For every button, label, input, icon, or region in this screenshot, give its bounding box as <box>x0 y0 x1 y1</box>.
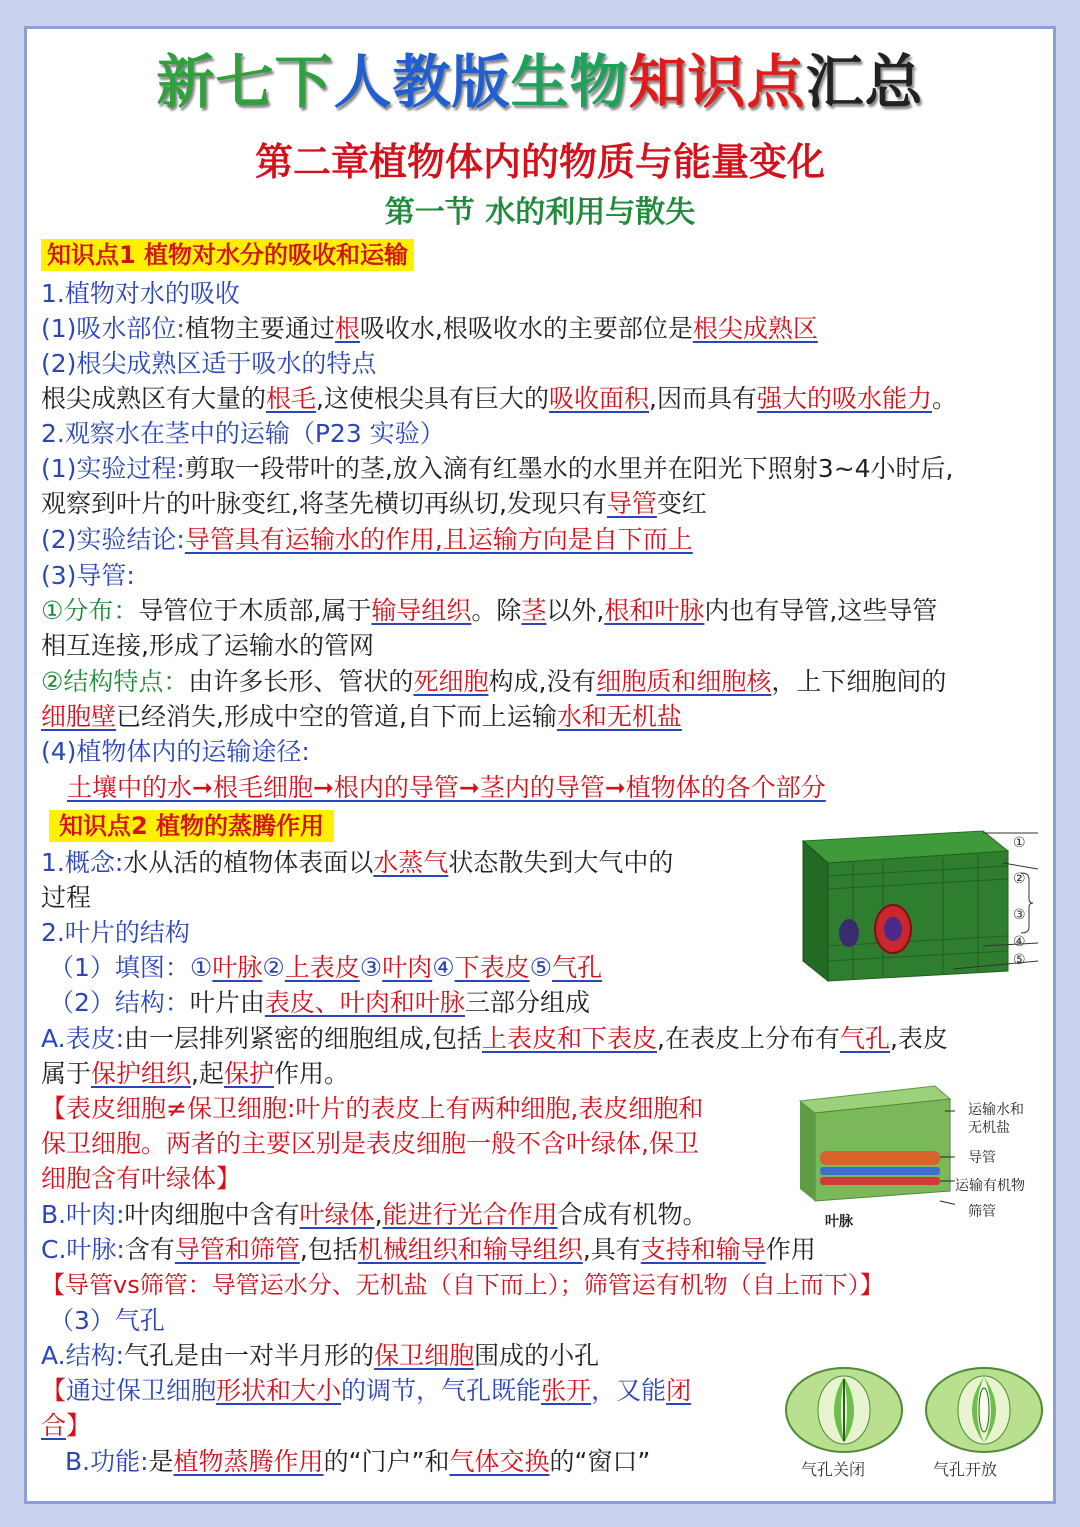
kp1-l10: ②结构特点：由许多长形、管状的死细胞构成,没有细胞质和细胞核，上下细胞间的 <box>41 667 947 696</box>
kp1-l4: (1)实验过程:剪取一段带叶的茎,放入滴有红墨水的水里并在阳光下照射3~4小时后, <box>41 454 954 483</box>
kp2-l13: 【导管vs筛管：导管运水分、无机盐（自下而上）；筛管运有机物（自上而下）】 <box>41 1271 884 1299</box>
kp2-l3: 2.叶片的结构 <box>41 918 190 947</box>
leaf-figure-labels-lower: ④ ⑤ <box>1013 934 1026 968</box>
vein-label-vessel: 导管 <box>968 1150 996 1166</box>
kp2-l2: 过程 <box>41 883 92 912</box>
title-part-5: 汇总 <box>805 48 924 116</box>
section-title: 第一节 水的利用与散失 <box>384 195 696 230</box>
kp2-l18: B.功能:是植物蒸腾作用的“门户”和气体交换的“窗口” <box>65 1447 651 1476</box>
kp1-l12: (4)植物体内的运输途径: <box>41 737 310 766</box>
kp2-l11: B.叶肉:叶肉细胞中含有叶绿体,能进行光合作用合成有机物。 <box>41 1200 708 1229</box>
kp1-l11: 细胞壁已经消失,形成中空的管道,自下而上运输水和无机盐 <box>41 702 682 731</box>
page-title <box>27 47 1053 117</box>
kp2-l4: （1）填图：①叶脉②上表皮③叶肉④下表皮⑤气孔 <box>49 953 603 982</box>
kp1-l5: 观察到叶片的叶脉变红,将茎先横切再纵切,发现只有导管变红 <box>41 489 707 518</box>
kp2-heading: 知识点2 植物的蒸腾作用 <box>49 809 334 843</box>
vein-label-water-2: 无机盐 <box>968 1120 1010 1136</box>
kp2-l17: 合】 <box>41 1411 92 1440</box>
page <box>24 26 1056 1504</box>
title-part-1: 新七下 <box>156 48 334 116</box>
stomata-open-label: 气孔开放 <box>933 1460 998 1479</box>
kp1-sub2: 2.观察水在茎中的运输（P23 实验） <box>41 419 445 448</box>
vein-label-sieve: 筛管 <box>968 1204 996 1220</box>
vein-label-organic: 运输有机物 <box>955 1178 1025 1194</box>
title-part-4: 知识点 <box>628 48 806 116</box>
title-part-3: 生物 <box>510 48 629 116</box>
kp1-l7: (3)导管: <box>41 561 135 590</box>
kp1-sub1: 1.植物对水的吸收 <box>41 279 240 308</box>
kp1-l2: (2)根尖成熟区适于吸水的特点 <box>41 349 377 378</box>
title-part-2: 人教版 <box>333 48 511 116</box>
leaf-structure-figure <box>793 821 1043 1001</box>
kp1-l13: 土壤中的水➞根毛细胞➞根内的导管➞茎内的导管➞植物体的各个部分 <box>67 773 826 802</box>
kp2-l10: 细胞含有叶绿体】 <box>41 1164 242 1193</box>
kp2-l14: （3）气孔 <box>49 1306 165 1335</box>
kp2-l8: 【表皮细胞≠保卫细胞:叶片的表皮上有两种细胞,表皮细胞和 <box>41 1094 704 1123</box>
kp2-l1: 1.概念:水从活的植物体表面以水蒸气状态散失到大气中的 <box>41 848 674 877</box>
kp1-l3: 根尖成熟区有大量的根毛,这使根尖具有巨大的吸收面积,因而具有强大的吸水能力。 <box>41 384 957 413</box>
kp2-l16: 【通过保卫细胞形状和大小的调节，气孔既能张开，又能闭 <box>41 1376 692 1405</box>
kp2-l12: C.叶脉:含有导管和筛管,包括机械组织和输导组织,具有支持和输导作用 <box>41 1235 816 1264</box>
stomata-closed-label: 气孔关闭 <box>801 1460 866 1479</box>
stomata-figure <box>779 1365 1049 1455</box>
kp2-l7: 属于保护组织,起保护作用。 <box>41 1059 350 1088</box>
kp2-l6: A.表皮:由一层排列紧密的细胞组成,包括上表皮和下表皮,在表皮上分布有气孔,表皮 <box>41 1024 948 1053</box>
kp2-l9: 保卫细胞。两者的主要区别是表皮细胞一般不含叶绿体,保卫 <box>41 1129 699 1158</box>
kp1-l8: ①分布：导管位于木质部,属于输导组织。除茎以外,根和叶脉内也有导管,这些导管 <box>41 596 938 625</box>
kp1-l1: (1)吸水部位:植物主要通过根吸收水,根吸收水的主要部位是根尖成熟区 <box>41 314 818 343</box>
leaf-figure-labels: ① ② ③ <box>1013 835 1026 923</box>
leaf-vein-figure <box>795 1081 955 1211</box>
chapter-title: 第二章植物体内的物质与能量变化 <box>254 140 825 184</box>
kp1-l9: 相互连接,形成了运输水的管网 <box>41 631 374 660</box>
vein-label-vein: 叶脉 <box>825 1214 853 1230</box>
kp2-l5: （2）结构：叶片由表皮、叶肉和叶脉三部分组成 <box>49 988 590 1017</box>
vein-label-water: 运输水和 <box>968 1102 1024 1118</box>
kp2-l15: A.结构:气孔是由一对半月形的保卫细胞围成的小孔 <box>41 1341 600 1370</box>
kp1-l6: (2)实验结论:导管具有运输水的作用,且运输方向是自下而上 <box>41 525 693 554</box>
kp1-heading: 知识点1 植物对水分的吸收和运输 <box>41 238 414 272</box>
